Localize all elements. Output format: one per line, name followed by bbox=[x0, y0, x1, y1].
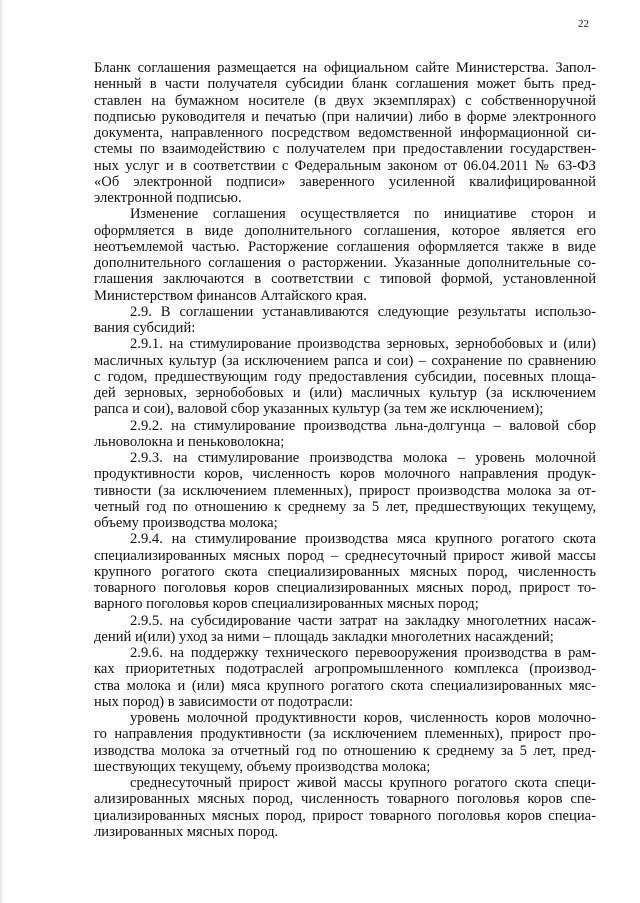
text-line: 2.9.1. на стимулирование производства зерновых, зернобобовых и (или) bbox=[130, 336, 596, 353]
text-line: электронной подписью. bbox=[94, 190, 242, 206]
text-line: объему производства молока; bbox=[94, 515, 278, 531]
text-line: тивности (за исключением племенных), прирост производства молока за от- bbox=[94, 482, 596, 499]
text-line: Изменение соглашения осуществляется по инициативе сторон и bbox=[130, 206, 596, 223]
text-line: уровень молочной продуктивности коров, численность коров молочно- bbox=[130, 710, 596, 726]
text-line: ках приоритетных подотраслей агропромышленного комплекса (производ- bbox=[94, 661, 596, 678]
text-line: «Об электронной подписи» заверенного усиленной квалифицированной bbox=[94, 173, 596, 190]
text-line: изводства молока за отчетный год по отношению к среднему за 5 лет, пред- bbox=[94, 742, 596, 759]
text-line: 2.9. В соглашении устанавливаются следующие результаты использо- bbox=[130, 303, 596, 320]
text-line: Министерством финансов Алтайского края. bbox=[94, 287, 367, 304]
text-line: 2.9.4. на стимулирование производства мяса крупного рогатого скота bbox=[130, 531, 596, 548]
text-line: го направления продуктивности (за исключением племенных), прирост про- bbox=[94, 726, 596, 743]
text-line: лизированных мясных пород. bbox=[94, 823, 279, 840]
text-line: глашения заключаются в соответствии с типовой формой, установленной bbox=[94, 271, 596, 288]
text-line: ставлен на бумажном носителе (в двух экземплярах) с собственноручной bbox=[94, 92, 596, 109]
text-line: неотъемлемой частью. Расторжение соглашения оформляется также в виде bbox=[94, 238, 596, 255]
text-line: льноволокна и пеньковолокна; bbox=[94, 433, 285, 450]
text-line: товарного поголовья коров специализированных мясных пород, прирост то- bbox=[94, 580, 596, 596]
text-line: дений и(или) уход за ними – площадь закладки многолетних насаждений; bbox=[94, 628, 554, 645]
text-line: Бланк соглашения размещается на официальном сайте Министерства. Запол- bbox=[94, 60, 596, 76]
text-line: с годом, предшествующим году предоставления субсидии, посевных площа- bbox=[94, 368, 596, 385]
text-line: 2.9.2. на стимулирование производства льна-долгунца – валовой сбор bbox=[130, 417, 596, 434]
text-line: дополнительного соглашения о расторжении. Указанные дополнительные со- bbox=[94, 255, 596, 271]
text-line: продуктивности коров, численность коров молочного направления продук- bbox=[94, 466, 596, 483]
text-line: дей зерновых, зернобобовых и (или) масличных культур (за исключением bbox=[94, 385, 596, 401]
text-line: стемы по взаимодействию с получателем при предоставлении государствен- bbox=[94, 141, 596, 158]
text-line: ства молока и (или) мяса крупного рогатого скота специализированных мяс- bbox=[94, 677, 596, 694]
text-line: вания субсидий: bbox=[94, 320, 196, 336]
text-line: масличных культур (за исключением рапса и сои) – сохранение по сравнению bbox=[94, 352, 596, 369]
text-line: ных услуг и в соответствии с Федеральным законом от 06.04.2011 № 63-ФЗ bbox=[94, 157, 596, 174]
text-line: крупного рогатого скота специализированных мясных пород, численность bbox=[94, 563, 596, 580]
text-line: четный год по отношению к среднему за 5 лет, предшествующих текущему, bbox=[94, 498, 596, 515]
scan-edge-shadow bbox=[0, 0, 4, 903]
text-line: шествующих текущему, объему производства молока; bbox=[94, 758, 431, 775]
text-line: рапса и сои), валовой сбор указанных культур (за тем же исключением); bbox=[94, 401, 544, 418]
page-number: 22 bbox=[578, 18, 589, 30]
text-line: специализированных мясных пород – среднесуточный прирост живой массы bbox=[94, 547, 596, 564]
text-line: 2.9.6. на поддержку технического перевооружения производства в рам- bbox=[130, 645, 596, 661]
text-line: подписью руководителя и печатью (при наличии) либо в форме электронного bbox=[94, 108, 596, 125]
text-line: 2.9.5. на субсидирование части затрат на закладку многолетних насаж- bbox=[130, 612, 596, 629]
text-line: ных пород) в зависимости от подотрасли: bbox=[94, 693, 354, 710]
text-line: 2.9.3. на стимулирование производства молока – уровень молочной bbox=[130, 450, 596, 466]
text-line: среднесуточный прирост живой массы крупного рогатого скота специ- bbox=[130, 775, 596, 791]
text-line: оформляется в виде дополнительного соглашения, которое является его bbox=[94, 222, 596, 239]
text-line: циализированных мясных пород, прирост товарного поголовья коров специа- bbox=[94, 807, 596, 824]
text-line: варного поголовья коров специализированных мясных пород; bbox=[94, 596, 479, 613]
text-line: ненный в части получателя субсидии бланк соглашения может быть пред- bbox=[94, 76, 596, 93]
document-body bbox=[94, 60, 596, 840]
text-line: ализированных мясных пород, численность товарного поголовья коров спе- bbox=[94, 791, 596, 808]
text-line: документа, направленного посредством ведомственной информационной си- bbox=[94, 125, 596, 141]
